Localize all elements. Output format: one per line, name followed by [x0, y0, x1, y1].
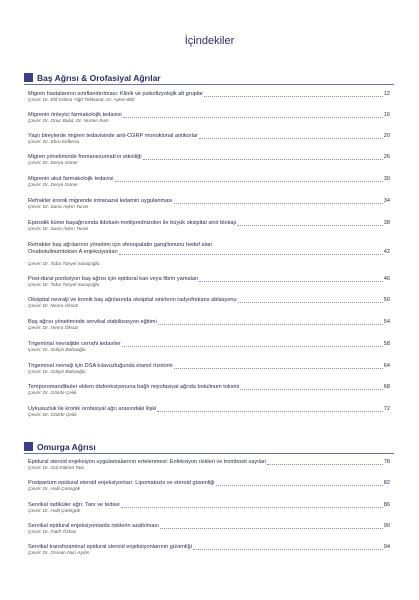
entry-title: Servikal radiküler ağrı: Tanı ve tedavi: [28, 502, 120, 508]
entry-title: Migrenin akut farmakolojik tedavisi: [28, 176, 114, 182]
toc-entry[interactable]: [28, 154, 390, 167]
entry-page: 12: [383, 91, 390, 97]
toc-entry[interactable]: [28, 363, 390, 376]
divider: [24, 84, 394, 85]
entry-title: Servikal epidural enjeksiyonlarda risklerin azaltılması: [28, 523, 159, 529]
entry-translator: Çeviri: Dr. Nevra Öksüz: [28, 326, 79, 331]
entry-title: Epizodik küme başağrısında lidokain-metilprednizolon ile büyük oksipital sinir blokajı: [28, 220, 237, 226]
page-title: İçindekiler: [184, 35, 235, 47]
entry-page: 26: [383, 154, 390, 160]
entry-translator: Çeviri: Dr. Gülçin Babaoğlu: [28, 370, 86, 375]
entry-translator: Çeviri: Dr. Osman Nuri Aydın: [28, 551, 90, 556]
entry-page: 34: [383, 198, 390, 204]
toc-entry[interactable]: [28, 297, 390, 310]
entry-page: 58: [383, 341, 390, 347]
entry-translator: Çeviri: Dr. Tuba Tanyel Saraçoğlu: [28, 262, 100, 267]
toc-entry[interactable]: [28, 133, 390, 146]
entry-translator: Çeviri: Dr. Halil Çetingök: [28, 509, 81, 514]
entry-title: Temporomandibuler eklem disfonksiyonuna bağlı miyofasiyal ağrıda botulinum toksini: [28, 384, 240, 390]
section-marker: [24, 442, 33, 451]
entry-title-line1: Refrakter baş ağrılarının yönetimi için sfenopalatin ganglionunu hedef alan: [28, 242, 213, 248]
divider: [24, 453, 394, 454]
entry-translator: Çeviri: Dr. Elif Göksü Yiğit Tekkanat, Dr. Ayten Bilir: [28, 98, 136, 103]
toc-entry[interactable]: [28, 91, 390, 104]
entry-title: Baş ağrısı yönetiminde servikal stabilizasyon eğitimi: [28, 319, 157, 325]
entry-page: 64: [383, 363, 390, 369]
entry-title: Migren yönetiminde fremanezumab'ın etkinliği: [28, 154, 142, 160]
entry-title: Postpartum epidural steroid enjeksiyonları: Lipomatozis ve steroid güvenliği: [28, 480, 215, 486]
entry-page: 78: [383, 459, 390, 465]
entry-title: Migrenin önleyici farmakolojik tedavisi: [28, 112, 122, 118]
entry-page: 30: [383, 176, 390, 182]
entry-translator: Çeviri: Dr. Fatih Özkan: [28, 530, 77, 535]
entry-translator: Çeviri: Dr. Onur Bulut, Dr. Nurten İnan: [28, 119, 109, 124]
entry-page: 90: [383, 523, 390, 529]
entry-page: 68: [383, 384, 390, 390]
toc-entry[interactable]: [28, 384, 390, 397]
toc-entry[interactable]: [28, 198, 390, 211]
entry-page: 42: [383, 249, 390, 255]
toc-entry[interactable]: [28, 480, 390, 493]
section-heading: [24, 71, 394, 84]
entry-page: 82: [383, 480, 390, 486]
section-marker: [24, 73, 33, 82]
entry-translator: Çeviri: Dr. Nevra Öksüz: [28, 304, 79, 309]
toc-entry[interactable]: [28, 276, 390, 289]
entry-translator: Çeviri: Dr. Gül Köknel Talu: [28, 466, 85, 471]
entry-title: Oksipital nevralji ve kronik baş ağrılarında oksipital sinirlerin radyofrekans ablasyonu: [28, 297, 237, 303]
entry-title: Refrakter kronik migrende intranazal ketamin uygulanması: [28, 198, 173, 204]
entry-page: 50: [383, 297, 390, 303]
section-heading: [24, 440, 394, 453]
toc-entry[interactable]: [28, 523, 390, 536]
toc-entry[interactable]: [28, 220, 390, 233]
entry-title: Trigeminal nevralji için DSA kılavuzluğunda etanol rizotomi: [28, 363, 173, 369]
entry-page: 46: [383, 276, 390, 282]
entry-translator: Çeviri: Dr. Derya Güner: [28, 161, 78, 166]
entry-title: Epidural steroid enjeksiyon uygulamalarının ertelenmesi: Enfeksiyon riskleri ve trombosit sayıları: [28, 459, 267, 465]
entry-translator: Çeviri: Dr. Gülçin Babaoğlu: [28, 348, 86, 353]
section-heading-label: Omurga Ağrısı: [37, 441, 96, 452]
toc-entry[interactable]: [28, 242, 390, 268]
toc-entry[interactable]: [28, 502, 390, 515]
entry-title: Onabotulinumtoksin A enjeksiyonları: [28, 249, 118, 255]
toc-entry[interactable]: [28, 319, 390, 332]
entry-translator: Çeviri: Dr. Suna Aşkın Turan: [28, 227, 89, 232]
entry-title: Trigeminal nevraljide cerrahi tedaviler: [28, 341, 121, 347]
entry-page: 16: [383, 112, 390, 118]
toc-entry[interactable]: [28, 544, 390, 557]
entry-translator: Çeviri: Dr. Derya Güner: [28, 183, 78, 188]
toc-entry[interactable]: [28, 459, 390, 472]
entry-translator: Çeviri: Dr. Gözde Çelik: [28, 391, 77, 396]
entry-title: Migren hastalarının sınıflandırılması: Klinik ve psikofizyolojik alt gruplar: [28, 91, 204, 97]
toc-entry[interactable]: [28, 176, 390, 189]
toc-entry[interactable]: [28, 341, 390, 354]
entry-title: Post-dural ponksiyon baş ağrısı için epidural kan veya fibrin yamaları: [28, 276, 199, 282]
entry-translator: Çeviri: Dr. Gözde Çelik: [28, 413, 77, 418]
toc-entry[interactable]: [28, 112, 390, 125]
entry-page: 54: [383, 319, 390, 325]
entry-translator: Çeviri: Dr. Halil Çetingök: [28, 487, 81, 492]
entry-title: Yaşlı bireylerde migren tedavisinde anti-CGRP monoklonal antikorlar: [28, 133, 198, 139]
entry-title: Uykusuzluk ile kronik orofasiyal ağrı arasındaki ilişki: [28, 406, 157, 412]
entry-page: 86: [383, 502, 390, 508]
entry-page: 38: [383, 220, 390, 226]
entry-title: Servikal transforaminal epidural steroid enjeksiyonlarının güvenliği: [28, 544, 192, 550]
entry-page: 94: [383, 544, 390, 550]
entry-page: 20: [383, 133, 390, 139]
entry-translator: Çeviri: Dr. Tuba Tanyel Saraçoğlu: [28, 283, 100, 288]
section-heading-label: Baş Ağrısı & Orofasiyal Ağrılar: [37, 72, 161, 83]
entry-translator: Çeviri: Dr. Suna Aşkın Turan: [28, 205, 89, 210]
entry-page: 72: [383, 406, 390, 412]
toc-entry[interactable]: [28, 406, 390, 419]
entry-translator: Çeviri: Dr. Ebru Kelkesa: [28, 140, 80, 145]
